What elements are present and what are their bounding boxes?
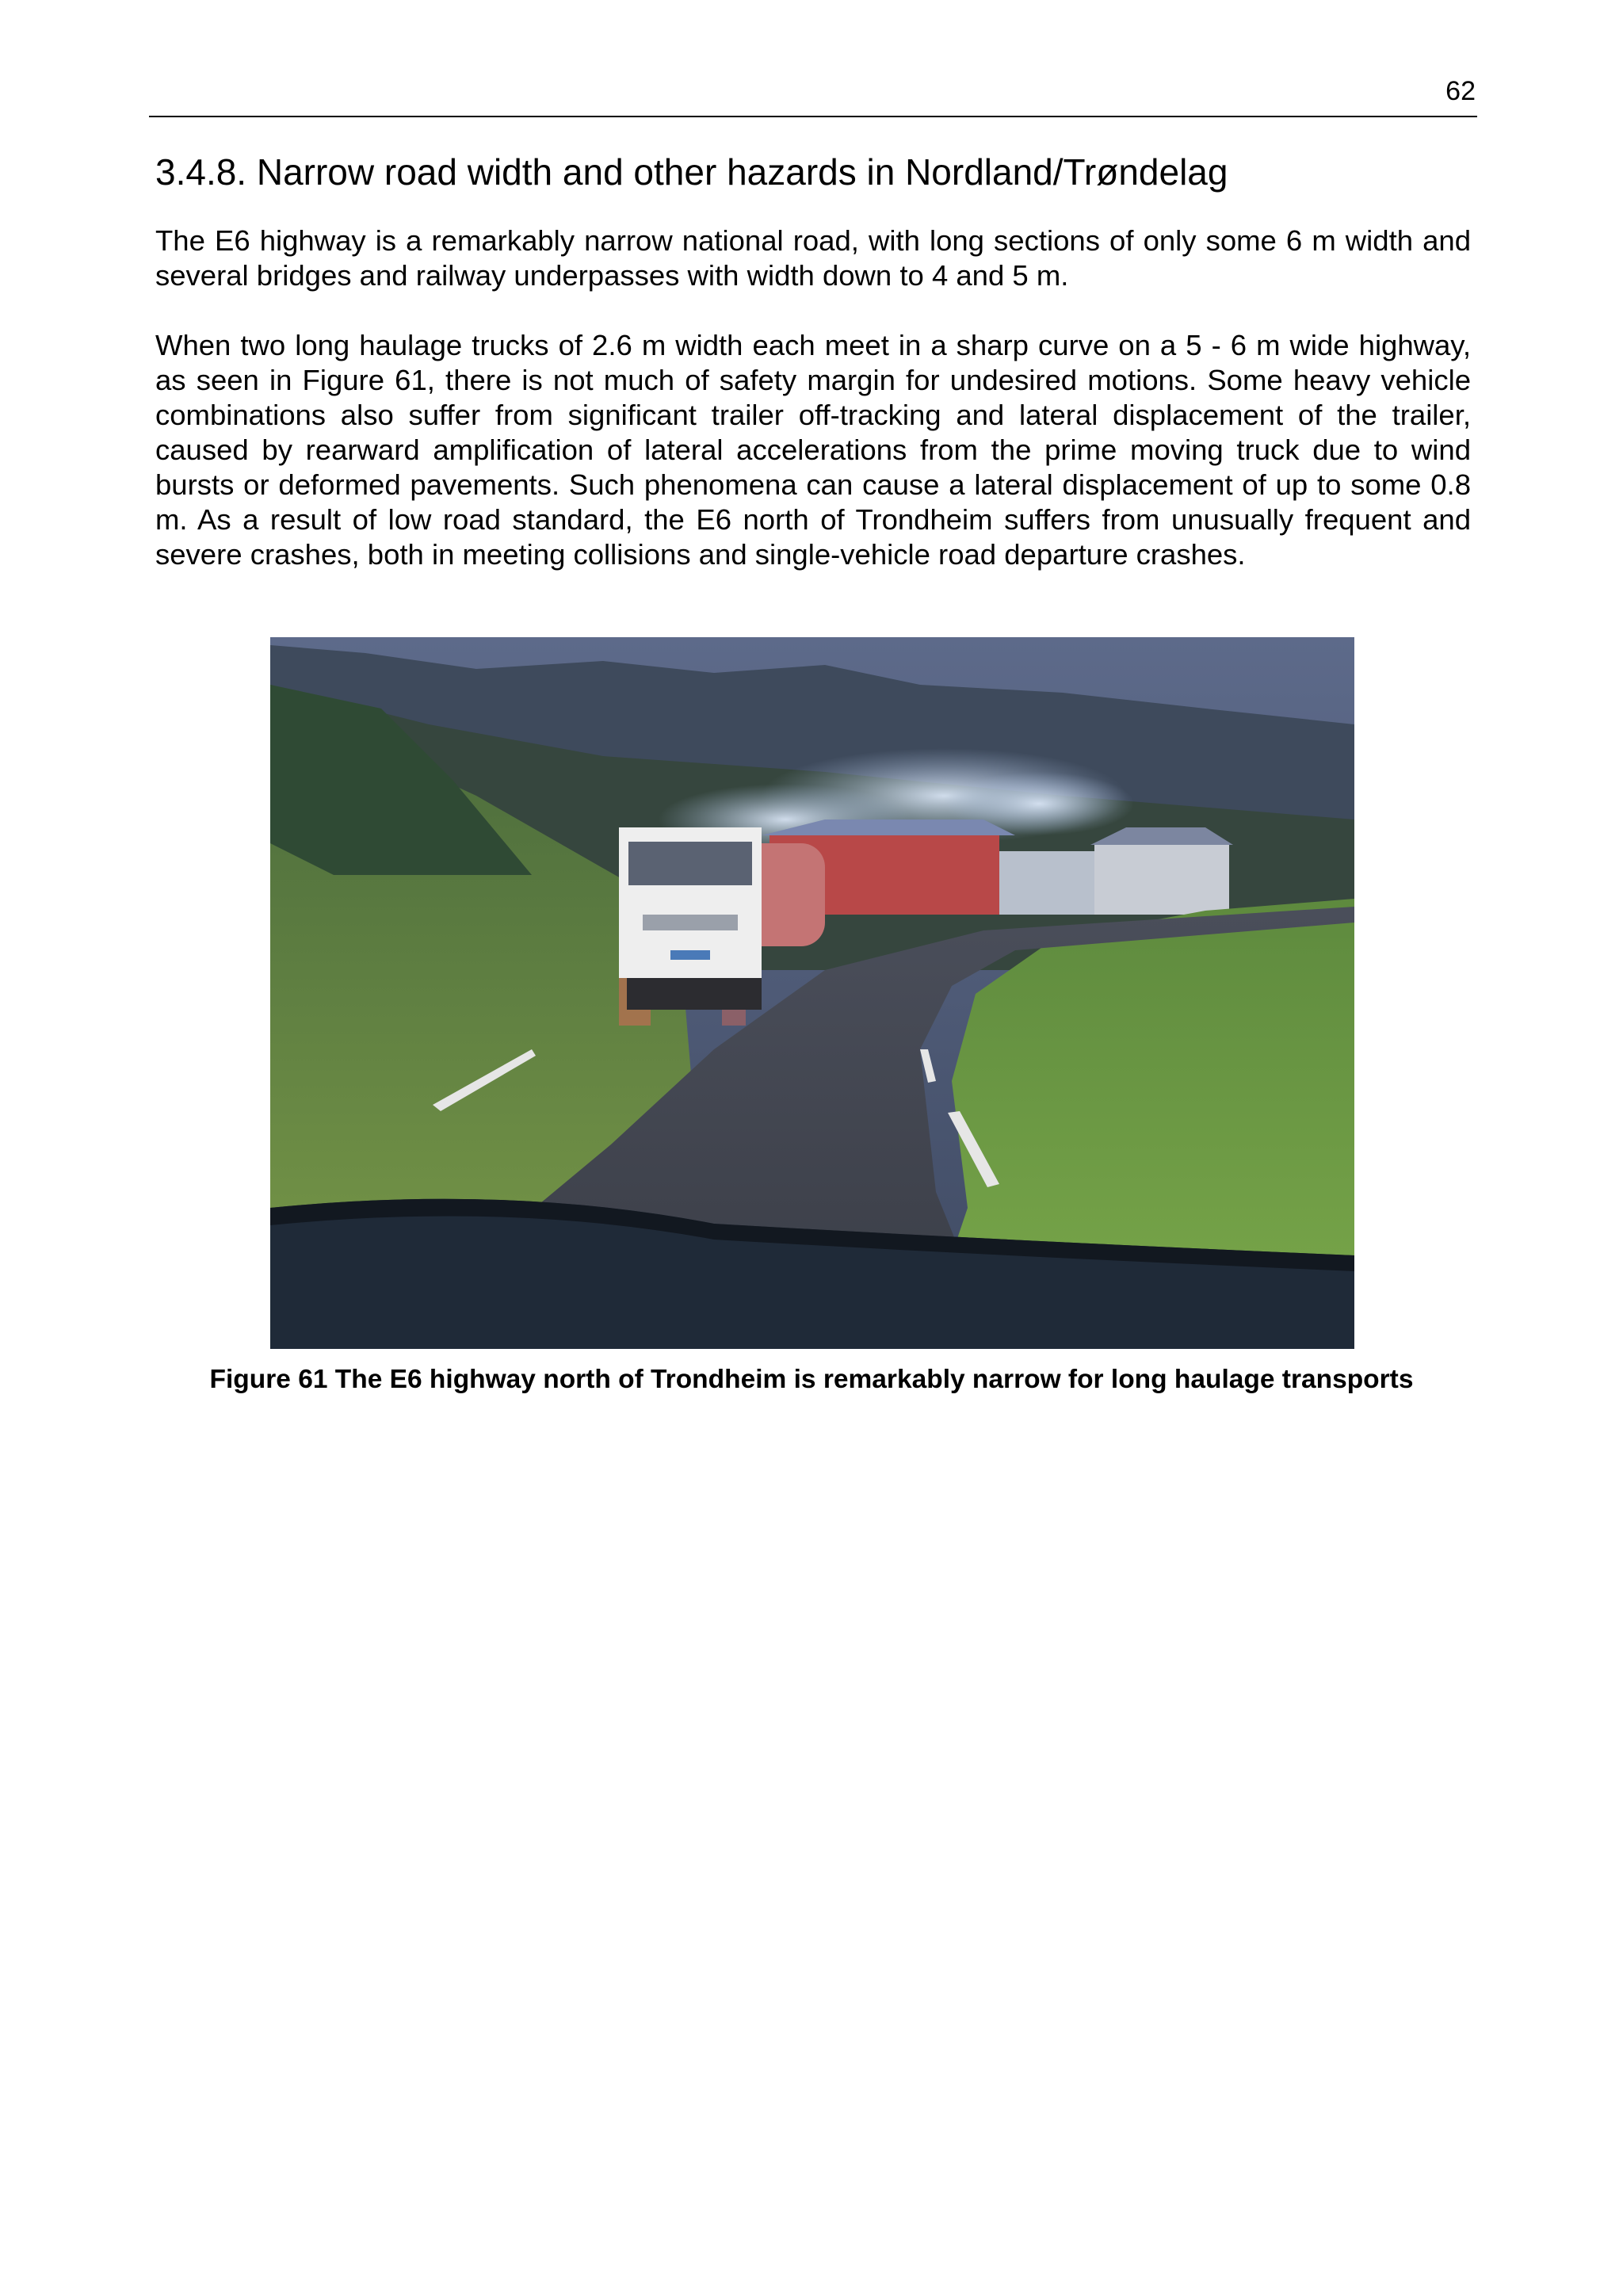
- section-heading: 3.4.8. Narrow road width and other hazards in Nordland/Trøndelag: [155, 151, 1228, 193]
- body-paragraph-2: When two long haulage trucks of 2.6 m width each meet in a sharp curve on a 5 - 6 m wide highway, as seen in Figure 61, there is not much of safety margin for undesired motions. Some heavy vehicle combinations also suffer from significant trailer off-tracking and lateral displacement of the trailer, caused by rearward amplification of lateral accelerations from the prime moving truck due to wind bursts or deformed pavements. Such phenomena can cause a lateral displacement of up to some 0.8 m. As a result of low road standard, the E6 north of Trondheim suffers from unusually frequent and severe crashes, both in meeting collisions and single-vehicle road departure crashes.: [155, 329, 1471, 571]
- road-photo-illustration: [270, 637, 1354, 1349]
- figure-photo: [270, 637, 1354, 1349]
- header-rule: [149, 116, 1477, 117]
- figure-caption: Figure 61 The E6 highway north of Trondheim is remarkably narrow for long haulage transports: [209, 1365, 1414, 1394]
- body-paragraph-1: The E6 highway is a remarkably narrow national road, with long sections of only some 6 m width and several bridges and railway underpasses with width down to 4 and 5 m.: [155, 224, 1471, 292]
- page-number: 62: [1445, 76, 1476, 106]
